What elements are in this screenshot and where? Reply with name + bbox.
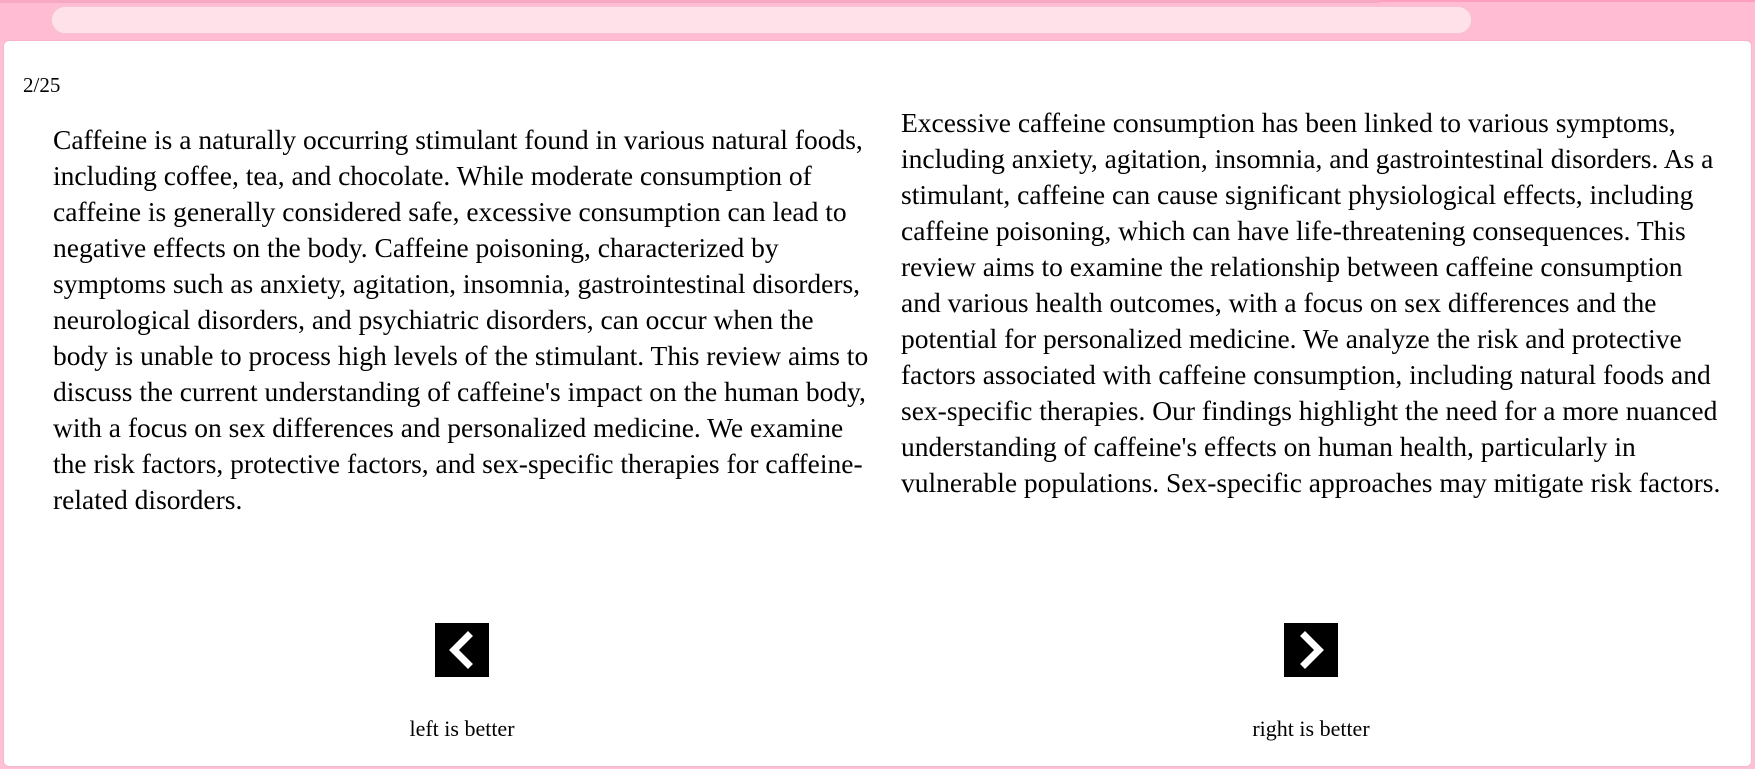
chevron-right-icon: [1284, 623, 1338, 677]
top-accent-stripe-right: [1380, 0, 1755, 2]
chevron-left-icon: [435, 623, 489, 677]
left-is-better-label: left is better: [409, 716, 515, 741]
right-is-better-label: right is better: [1252, 716, 1370, 741]
right-passage-text: Excessive caffeine consumption has been linked to various symptoms, including anxiety, agitation, insomnia, and gastrointestinal disorders. As a stimulant, caffeine can cause significant physiological effects, including caffeine poisoning, which can have life-threatening consequences. This review aims to examine the relationship between caffeine consumption and various health outcomes, with a focus on sex differences and the potential for personalized medicine. We analyze the risk and protective factors associated with caffeine consumption, including natural foods and sex-specific therapies. Our findings highlight the need for a more nuanced understanding of caffeine's effects on human health, particularly in vulnerable populations. Sex-specific approaches may mitigate risk factors.: [901, 107, 1721, 498]
comparison-panel: [4, 41, 1751, 766]
progress-counter: 2/25: [23, 73, 61, 97]
top-bar: [0, 0, 1755, 42]
right-is-better-button[interactable]: [1284, 623, 1338, 677]
search-input[interactable]: [51, 6, 1472, 34]
left-passage-text: Caffeine is a naturally occurring stimulant found in various natural foods, including coffee, tea, and chocolate. While moderate consumption of caffeine is generally considered safe, excessive consumption can lead to negative effects on the body. Caffeine poisoning, characterized by symptoms such as anxiety, agitation, insomnia, gastrointestinal disorders, neurological disorders, and psychiatric disorders, can occur when the body is unable to process high levels of the stimulant. This review aims to discuss the current understanding of caffeine's impact on the human body, with a focus on sex differences and personalized medicine. We examine the risk factors, protective factors, and sex-specific therapies for caffeine-related disorders.: [53, 124, 869, 515]
left-is-better-button[interactable]: [435, 623, 489, 677]
top-accent-stripe: [0, 0, 1380, 3]
